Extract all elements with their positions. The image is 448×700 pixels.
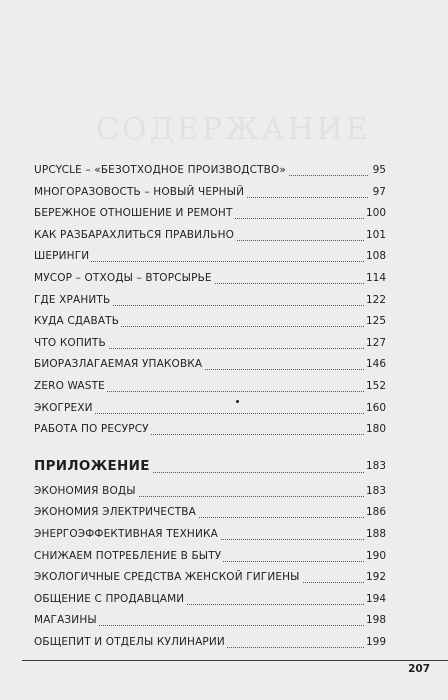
toc-entry-page: 101 [364, 225, 386, 247]
toc-entry-page: 186 [364, 502, 386, 524]
toc-entry[interactable] [34, 160, 386, 182]
toc-entry[interactable] [34, 610, 386, 632]
toc-entry-title: БЕРЕЖНОЕ ОТНОШЕНИЕ И РЕМОНТ [34, 203, 235, 225]
page-number: 207 [408, 663, 430, 675]
toc-entry-page: 199 [364, 632, 386, 654]
toc-entry[interactable] [34, 268, 386, 290]
toc-entry-page: 97 [371, 182, 386, 204]
toc-entry[interactable] [34, 333, 386, 355]
toc-entry-page: 188 [364, 524, 386, 546]
toc-entry-page: 127 [364, 333, 386, 355]
toc-entry-title: ЧТО КОПИТЬ [34, 333, 108, 355]
toc-entry-page: 152 [364, 376, 386, 398]
toc-entry-page: 192 [364, 567, 386, 589]
toc-entry-title: МНОГОРАЗОВОСТЬ – НОВЫЙ ЧЕРНЫЙ [34, 182, 246, 204]
toc-entry[interactable] [34, 502, 386, 524]
toc-entry-title: КУДА СДАВАТЬ [34, 311, 121, 333]
toc-entry-page: 114 [364, 268, 386, 290]
toc-entry-page: 194 [364, 589, 386, 611]
toc-entry-title: ЭКОНОМИЯ ВОДЫ [34, 481, 138, 503]
toc-entry-title: СНИЖАЕМ ПОТРЕБЛЕНИЕ В БЫТУ [34, 546, 223, 568]
toc-entry[interactable] [34, 524, 386, 546]
toc-entry-title: РАБОТА ПО РЕСУРСУ [34, 419, 151, 441]
toc-entry-page: 180 [364, 419, 386, 441]
toc-entry-title: БИОРАЗЛАГАЕМАЯ УПАКОВКА [34, 354, 204, 376]
toc-section-title: ПРИЛОЖЕНИЕ [34, 451, 152, 481]
toc-entry-page: 95 [371, 160, 386, 182]
toc-entry-page: 160 [364, 398, 386, 420]
toc-entry-title: ОБЩЕПИТ И ОТДЕЛЫ КУЛИНАРИИ [34, 632, 227, 654]
toc-entry-title: ЭКОГРЕХИ [34, 398, 95, 420]
toc-entry-page: 190 [364, 546, 386, 568]
toc-entry-page: 125 [364, 311, 386, 333]
toc-entry[interactable] [34, 481, 386, 503]
ink-speck [236, 400, 239, 403]
toc-entry-page: 108 [364, 246, 386, 268]
toc-entry-title: ZERO WASTE [34, 376, 107, 398]
toc-entry-page: 100 [364, 203, 386, 225]
toc-entry-title: ОБЩЕНИЕ С ПРОДАВЦАМИ [34, 589, 186, 611]
table-of-contents [34, 160, 386, 653]
toc-entry-title: UPCYCLE – «БЕЗОТХОДНОЕ ПРОИЗВОДСТВО» [34, 160, 288, 182]
toc-entry[interactable] [34, 632, 386, 654]
toc-section-appendix[interactable] [34, 451, 386, 481]
toc-entry-page: 146 [364, 354, 386, 376]
toc-entry[interactable] [34, 567, 386, 589]
toc-entry[interactable] [34, 589, 386, 611]
toc-section-page: 183 [364, 451, 386, 481]
toc-entry[interactable] [34, 376, 386, 398]
toc-entry[interactable] [34, 311, 386, 333]
toc-entry[interactable] [34, 419, 386, 441]
toc-entry-title: ЭКОНОМИЯ ЭЛЕКТРИЧЕСТВА [34, 502, 198, 524]
toc-entry-title: МУСОР – ОТХОДЫ – ВТОРСЫРЬЕ [34, 268, 214, 290]
toc-entry[interactable] [34, 225, 386, 247]
toc-entry[interactable] [34, 546, 386, 568]
footer-rule [22, 660, 448, 661]
toc-entry-page: 183 [364, 481, 386, 503]
toc-entry[interactable] [34, 354, 386, 376]
toc-entry-title: ЭКОЛОГИЧНЫЕ СРЕДСТВА ЖЕНСКОЙ ГИГИЕНЫ [34, 567, 302, 589]
toc-entry[interactable] [34, 398, 386, 420]
toc-entry-page: 198 [364, 610, 386, 632]
toc-entry[interactable] [34, 290, 386, 312]
toc-entry-title: ГДЕ ХРАНИТЬ [34, 290, 112, 312]
toc-entry-title: ШЕРИНГИ [34, 246, 91, 268]
toc-entry[interactable] [34, 182, 386, 204]
bleed-through-heading: СОДЕРЖАНИЕ [96, 112, 371, 147]
toc-entry-page: 122 [364, 290, 386, 312]
toc-entry[interactable] [34, 203, 386, 225]
toc-entry[interactable] [34, 246, 386, 268]
toc-entry-title: ЭНЕРГОЭФФЕКТИВНАЯ ТЕХНИКА [34, 524, 220, 546]
toc-entry-title: КАК РАЗБАРАХЛИТЬСЯ ПРАВИЛЬНО [34, 225, 236, 247]
toc-entry-title: МАГАЗИНЫ [34, 610, 99, 632]
